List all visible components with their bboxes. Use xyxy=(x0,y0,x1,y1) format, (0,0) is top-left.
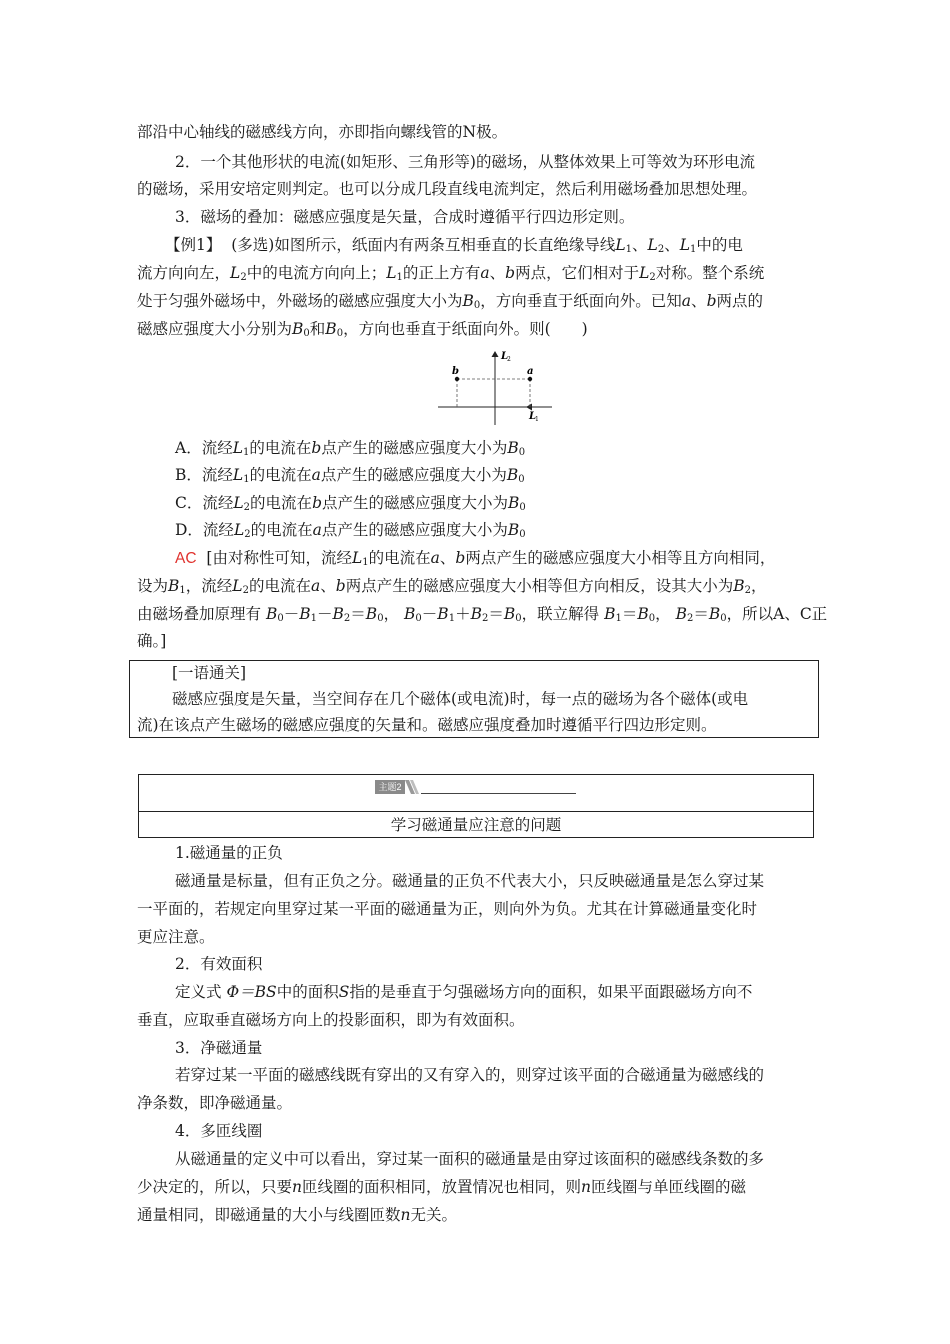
label-l1-sub: 1 xyxy=(535,416,539,423)
symbol: B xyxy=(404,605,416,623)
text: 点产生的磁感应强度大小为 xyxy=(321,521,508,539)
symbol: n xyxy=(400,1206,411,1224)
subscript: 1 xyxy=(396,272,403,283)
symbol: a xyxy=(312,521,322,539)
subscript: 2 xyxy=(649,272,656,283)
paragraph: 一平面的，若规定向里穿过某一平面的磁通量为正，则向外为负。尤其在计算磁通量变化时 xyxy=(137,900,758,918)
symbol: a xyxy=(310,577,321,595)
topic-box xyxy=(138,774,814,838)
text: 的电流在 xyxy=(249,466,312,484)
symbol: B xyxy=(507,439,519,457)
symbol: B xyxy=(733,577,745,595)
paragraph xyxy=(137,1204,817,1226)
text: [由对称性可知，流经 xyxy=(206,549,352,567)
subscript: 0 xyxy=(303,328,310,339)
text: B．流经 xyxy=(175,466,233,484)
symbol: a xyxy=(430,549,440,567)
symbol: B xyxy=(708,605,721,623)
summary-text: 流)在该点产生磁场的磁感应强度的矢量和。磁感应强度叠加时遵循平行四边形定则。 xyxy=(137,716,717,734)
answer-key: AC xyxy=(175,550,197,567)
option-b xyxy=(175,464,855,491)
subscript: 2 xyxy=(240,272,247,283)
subscript: 0 xyxy=(377,613,384,624)
text: ，流经 xyxy=(185,577,233,595)
text: 点产生的磁感应强度大小为 xyxy=(322,494,509,512)
tag-underline xyxy=(421,793,576,794)
symbol: B xyxy=(506,466,519,484)
subscript: 2 xyxy=(343,613,351,624)
symbol: B xyxy=(332,605,344,623)
text: 指的是垂直于匀强磁场方向的面积，如果平面跟磁场方向不 xyxy=(349,983,753,1001)
text: 两点产生的磁感应强度大小相等且方向相同， xyxy=(465,549,776,567)
option-d xyxy=(175,519,855,546)
symbol: B xyxy=(637,605,649,623)
text: 流方向向左， xyxy=(137,264,231,282)
text: － xyxy=(421,605,438,623)
text: ＋ xyxy=(455,605,471,623)
paragraph: 净条数，即净磁通量。 xyxy=(137,1094,293,1112)
example-line xyxy=(137,290,817,317)
text: ， xyxy=(383,605,400,623)
paragraph: 3．磁场的叠加：磁感应强度是矢量，合成时遵循平行四边形定则。 xyxy=(175,208,635,226)
label-l2-sub: 2 xyxy=(507,356,511,363)
text: 、 xyxy=(320,577,336,595)
text: 中的电流方向向上； xyxy=(246,264,387,282)
answer-line xyxy=(175,547,855,574)
subscript: 1 xyxy=(179,585,186,596)
subscript: 0 xyxy=(519,529,526,540)
symbol: B xyxy=(168,577,180,595)
answer-line xyxy=(137,575,817,602)
summary-text: 磁感应强度是矢量，当空间存在几个磁体(或电流)时，每一点的磁场为各个磁体(或电 xyxy=(172,690,749,708)
topic-title: 学习磁通量应注意的问题 xyxy=(390,816,562,834)
label-b: b xyxy=(452,366,459,377)
paragraph: 部沿中心轴线的磁感线方向，亦即指向螺线管的N极。 xyxy=(137,123,508,141)
text: 匝线圈与单匝线圈的磁 xyxy=(591,1178,747,1196)
example-line xyxy=(137,262,817,289)
symbol: L xyxy=(232,577,243,595)
text: ＝ xyxy=(350,605,366,623)
paragraph xyxy=(175,981,815,1003)
symbol: L xyxy=(232,466,244,484)
tag-stripes-icon xyxy=(405,780,421,794)
symbol: B xyxy=(325,320,337,338)
text: 通量相同，即磁通量的大小与线圈匝数 xyxy=(137,1206,401,1224)
section-heading: 3．净磁通量 xyxy=(175,1039,263,1057)
text: ，联立解得 xyxy=(521,605,600,623)
symbol: L xyxy=(233,521,245,539)
symbol: B xyxy=(470,605,482,623)
answer-line: 确。] xyxy=(137,632,167,650)
text: 的电流在 xyxy=(249,439,312,457)
symbol: B xyxy=(675,605,687,623)
text: 的电流在 xyxy=(250,521,313,539)
text: 的正上方有 xyxy=(402,264,481,282)
text: 匝线圈的面积相同，放置情况也相同，则 xyxy=(302,1178,582,1196)
subscript: 0 xyxy=(518,474,525,485)
paragraph: 垂直，应取垂直磁场方向上的投影面积，即为有效面积。 xyxy=(137,1011,525,1029)
text: 中的面积 xyxy=(276,983,339,1001)
text: 处于匀强外磁场中，外磁场的磁感应强度大小为 xyxy=(137,292,463,310)
label-l1: L xyxy=(529,411,537,422)
paragraph: 的磁场，采用安培定则判定。也可以分成几段直线电流判定，然后利用磁场叠加思想处理。 xyxy=(137,180,758,198)
symbol: L xyxy=(647,236,658,254)
subscript: 2 xyxy=(243,502,251,513)
subscript: 0 xyxy=(515,613,522,624)
symbol: a xyxy=(311,466,321,484)
text: 两点，它们相对于 xyxy=(515,264,640,282)
text: － xyxy=(317,605,333,623)
subscript: 2 xyxy=(242,585,249,596)
text: 点产生的磁感应强度大小为 xyxy=(320,466,507,484)
text: ＝ xyxy=(621,605,638,623)
text: ，方向垂直于纸面向外。已知 xyxy=(480,292,682,310)
option-a xyxy=(175,437,855,464)
topic-tag: 主题2 xyxy=(375,780,405,794)
text: 中的电 xyxy=(696,236,743,254)
text: C．流经 xyxy=(175,494,234,512)
text: 磁感应强度大小分别为 xyxy=(137,320,293,338)
symbol: B xyxy=(299,605,311,623)
text: 设为 xyxy=(137,577,169,595)
symbol: L xyxy=(386,264,397,282)
paragraph: 从磁通量的定义中可以看出，穿过某一面积的磁通量是由穿过该面积的磁感线条数的多 xyxy=(175,1150,765,1168)
subscript: 1 xyxy=(615,613,622,624)
text: 、 xyxy=(632,236,648,254)
text: 对称。整个系统 xyxy=(655,264,765,282)
label-l2: L xyxy=(501,351,509,362)
text: 定义式 xyxy=(175,983,222,1001)
symbol: B xyxy=(503,605,516,623)
subscript: 0 xyxy=(519,502,526,513)
point-b xyxy=(455,377,459,381)
symbol: n xyxy=(581,1178,591,1196)
text: ＝ xyxy=(488,605,504,623)
text: 、 xyxy=(489,264,506,282)
paragraph: 磁通量是标量，但有正负之分。磁通量的正负不代表大小，只反映磁通量是怎么穿过某 xyxy=(175,872,765,890)
symbol: n xyxy=(292,1178,302,1196)
subscript: 1 xyxy=(310,613,317,624)
divider xyxy=(139,811,813,812)
subscript: 0 xyxy=(720,613,727,624)
symbol: B xyxy=(292,320,304,338)
text: A．流经 xyxy=(175,439,233,457)
subscript: 2 xyxy=(744,585,751,596)
text: 由磁场叠加原理有 xyxy=(137,605,262,623)
symbol: B xyxy=(507,521,520,539)
paragraph: 更应注意。 xyxy=(137,928,215,946)
text: － xyxy=(283,605,300,623)
subscript: 0 xyxy=(415,613,422,624)
symbol: L xyxy=(615,236,626,254)
symbol: b xyxy=(311,439,322,457)
symbol: L xyxy=(232,439,243,457)
subscript: 0 xyxy=(518,447,526,458)
answer-line xyxy=(137,603,828,630)
text: 如图所示，纸面内有两条互相垂直的长直绝缘导线 xyxy=(274,236,616,254)
symbol: B xyxy=(604,605,616,623)
paragraph: 若穿过某一平面的磁感线既有穿出的又有穿入的，则穿过该平面的合磁通量为磁感线的 xyxy=(175,1066,765,1084)
symbol: a xyxy=(681,292,692,310)
label-a: a xyxy=(527,366,534,377)
subscript: 0 xyxy=(648,613,656,624)
symbol: b xyxy=(706,292,717,310)
subscript: 1 xyxy=(243,447,250,458)
text: 少决定的，所以，只要 xyxy=(137,1178,293,1196)
subscript: 0 xyxy=(473,300,481,311)
text: 和 xyxy=(309,320,326,338)
example-line xyxy=(137,318,817,345)
text: 、 xyxy=(439,549,456,567)
text: ＝ xyxy=(693,605,709,623)
subscript: 2 xyxy=(686,613,694,624)
symbol: Φ xyxy=(226,983,240,1001)
symbol: L xyxy=(679,236,691,254)
text: ， xyxy=(655,605,671,623)
text: 、 xyxy=(664,236,680,254)
text: 两点产生的磁感应强度大小相等但方向相反，设其大小为 xyxy=(345,577,734,595)
section-heading: 1.磁通量的正负 xyxy=(175,844,283,862)
symbol: L xyxy=(233,494,244,512)
subscript: 0 xyxy=(277,613,284,624)
symbol: L xyxy=(639,264,650,282)
symbol: b xyxy=(312,494,322,512)
subscript: 2 xyxy=(657,244,665,255)
symbol: ＝BS xyxy=(239,983,277,1001)
subscript: 2 xyxy=(244,529,251,540)
subscript: 1 xyxy=(448,613,456,624)
symbol: b xyxy=(455,549,466,567)
example-line xyxy=(165,234,845,261)
subscript: 1 xyxy=(690,244,697,255)
wire-diagram xyxy=(430,345,560,430)
symbol: B xyxy=(265,605,278,623)
text: 的电流在 xyxy=(248,577,311,595)
section-heading: 4．多匝线圈 xyxy=(175,1122,263,1140)
symbol: L xyxy=(230,264,241,282)
text: 点产生的磁感应强度大小为 xyxy=(321,439,508,457)
example-label: 【例1】 xyxy=(165,236,222,254)
subscript: 2 xyxy=(481,613,489,624)
subscript: 1 xyxy=(362,557,369,568)
symbol: L xyxy=(351,549,363,567)
text: 、 xyxy=(691,292,707,310)
section-heading: 2．有效面积 xyxy=(175,955,263,973)
symbol: b xyxy=(335,577,346,595)
subscript: 1 xyxy=(625,244,633,255)
text: ， xyxy=(750,577,767,595)
example-type: (多选) xyxy=(231,236,275,254)
symbol: S xyxy=(338,983,350,1001)
text: 的电流在 xyxy=(368,549,431,567)
paragraph xyxy=(137,1176,817,1198)
symbol: B xyxy=(462,292,474,310)
symbol: a xyxy=(480,264,490,282)
text: ，所以A、C正 xyxy=(726,605,828,623)
option-c xyxy=(175,492,855,519)
symbol: b xyxy=(505,264,516,282)
symbol: B xyxy=(437,605,449,623)
text: 无关。 xyxy=(410,1206,458,1224)
point-a xyxy=(528,377,532,381)
subscript: 0 xyxy=(336,328,344,339)
symbol: B xyxy=(365,605,378,623)
paragraph: 2．一个其他形状的电流(如矩形、三角形等)的磁场，从整体效果上可等效为环形电流 xyxy=(175,153,755,171)
text: 两点的 xyxy=(716,292,764,310)
text: ，方向也垂直于纸面向外。则( ) xyxy=(343,320,588,338)
symbol: B xyxy=(508,494,520,512)
summary-title: [一语通关] xyxy=(172,664,247,682)
text: 的电流在 xyxy=(250,494,313,512)
text: D．流经 xyxy=(175,521,234,539)
subscript: 1 xyxy=(243,474,250,485)
